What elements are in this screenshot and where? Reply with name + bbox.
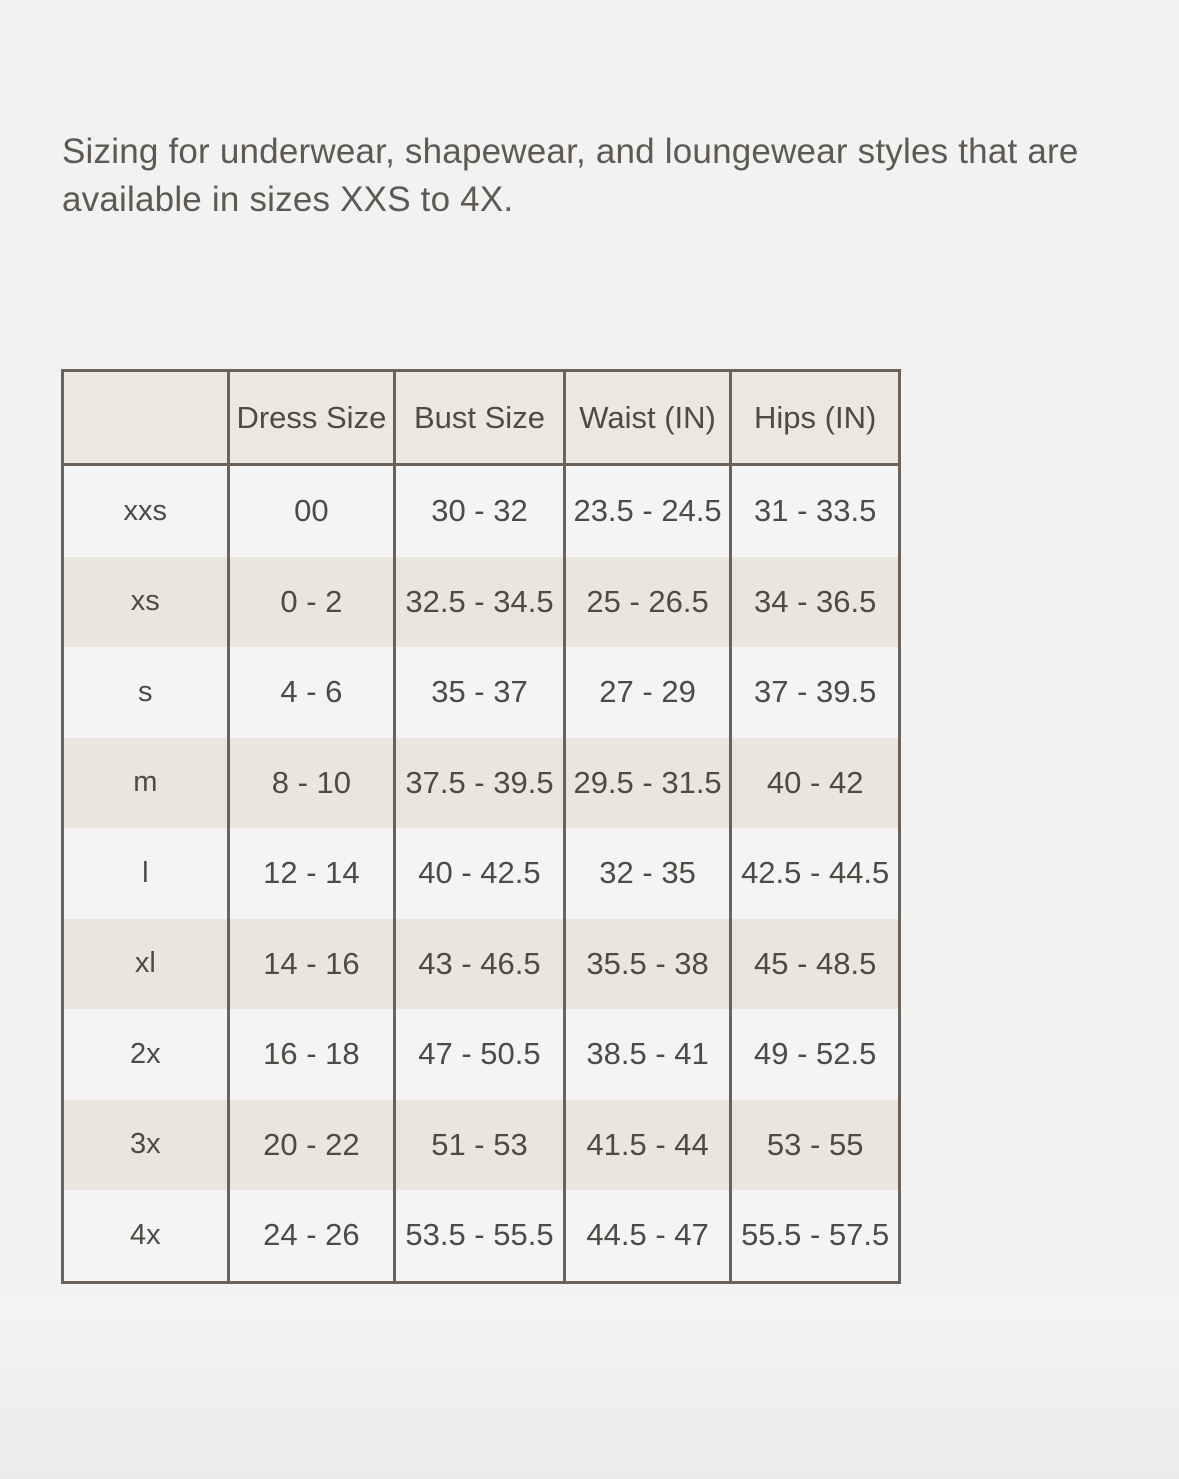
header-bust-size: Bust Size	[395, 371, 565, 465]
cell-hips: 40 - 42	[731, 738, 900, 829]
cell-size: 4x	[63, 1190, 229, 1282]
cell-bust-size: 40 - 42.5	[395, 828, 565, 919]
header-hips: Hips (IN)	[731, 371, 900, 465]
cell-waist: 27 - 29	[564, 647, 731, 738]
table-row	[63, 465, 900, 557]
cell-hips: 49 - 52.5	[731, 1009, 900, 1100]
table-row	[63, 1100, 900, 1191]
header-dress-size: Dress Size	[228, 371, 395, 465]
table-header-row	[63, 371, 900, 465]
cell-dress-size: 0 - 2	[228, 557, 395, 648]
cell-dress-size: 16 - 18	[228, 1009, 395, 1100]
table-row	[63, 647, 900, 738]
cell-size: xs	[63, 557, 229, 648]
intro-text: Sizing for underwear, shapewear, and loungewear styles that are available in sizes XXS to 4X.	[62, 132, 1079, 219]
header-waist: Waist (IN)	[564, 371, 731, 465]
cell-dress-size: 8 - 10	[228, 738, 395, 829]
cell-waist: 32 - 35	[564, 828, 731, 919]
cell-hips: 53 - 55	[731, 1100, 900, 1191]
cell-bust-size: 37.5 - 39.5	[395, 738, 565, 829]
header-size	[63, 371, 229, 465]
cell-dress-size: 00	[228, 465, 395, 557]
cell-waist: 44.5 - 47	[564, 1190, 731, 1282]
cell-bust-size: 30 - 32	[395, 465, 565, 557]
cell-hips: 37 - 39.5	[731, 647, 900, 738]
cell-size: l	[63, 828, 229, 919]
cell-size: 2x	[63, 1009, 229, 1100]
size-chart-table	[61, 369, 901, 1284]
cell-size: xl	[63, 919, 229, 1010]
cell-dress-size: 4 - 6	[228, 647, 395, 738]
cell-bust-size: 43 - 46.5	[395, 919, 565, 1010]
cell-bust-size: 32.5 - 34.5	[395, 557, 565, 648]
cell-dress-size: 24 - 26	[228, 1190, 395, 1282]
table-row	[63, 557, 900, 648]
cell-waist: 23.5 - 24.5	[564, 465, 731, 557]
cell-bust-size: 35 - 37	[395, 647, 565, 738]
cell-size: 3x	[63, 1100, 229, 1191]
bottom-background	[0, 1300, 1179, 1479]
cell-size: xxs	[63, 465, 229, 557]
table-row	[63, 1009, 900, 1100]
cell-bust-size: 47 - 50.5	[395, 1009, 565, 1100]
cell-bust-size: 51 - 53	[395, 1100, 565, 1191]
cell-hips: 42.5 - 44.5	[731, 828, 900, 919]
cell-waist: 29.5 - 31.5	[564, 738, 731, 829]
cell-waist: 25 - 26.5	[564, 557, 731, 648]
cell-dress-size: 14 - 16	[228, 919, 395, 1010]
cell-waist: 38.5 - 41	[564, 1009, 731, 1100]
cell-size: m	[63, 738, 229, 829]
table-row	[63, 1190, 900, 1282]
table-row	[63, 828, 900, 919]
table-row	[63, 919, 900, 1010]
cell-size: s	[63, 647, 229, 738]
table-row	[63, 738, 900, 829]
cell-dress-size: 20 - 22	[228, 1100, 395, 1191]
cell-bust-size: 53.5 - 55.5	[395, 1190, 565, 1282]
cell-hips: 31 - 33.5	[731, 465, 900, 557]
cell-waist: 41.5 - 44	[564, 1100, 731, 1191]
cell-waist: 35.5 - 38	[564, 919, 731, 1010]
cell-hips: 34 - 36.5	[731, 557, 900, 648]
cell-dress-size: 12 - 14	[228, 828, 395, 919]
cell-hips: 45 - 48.5	[731, 919, 900, 1010]
cell-hips: 55.5 - 57.5	[731, 1190, 900, 1282]
